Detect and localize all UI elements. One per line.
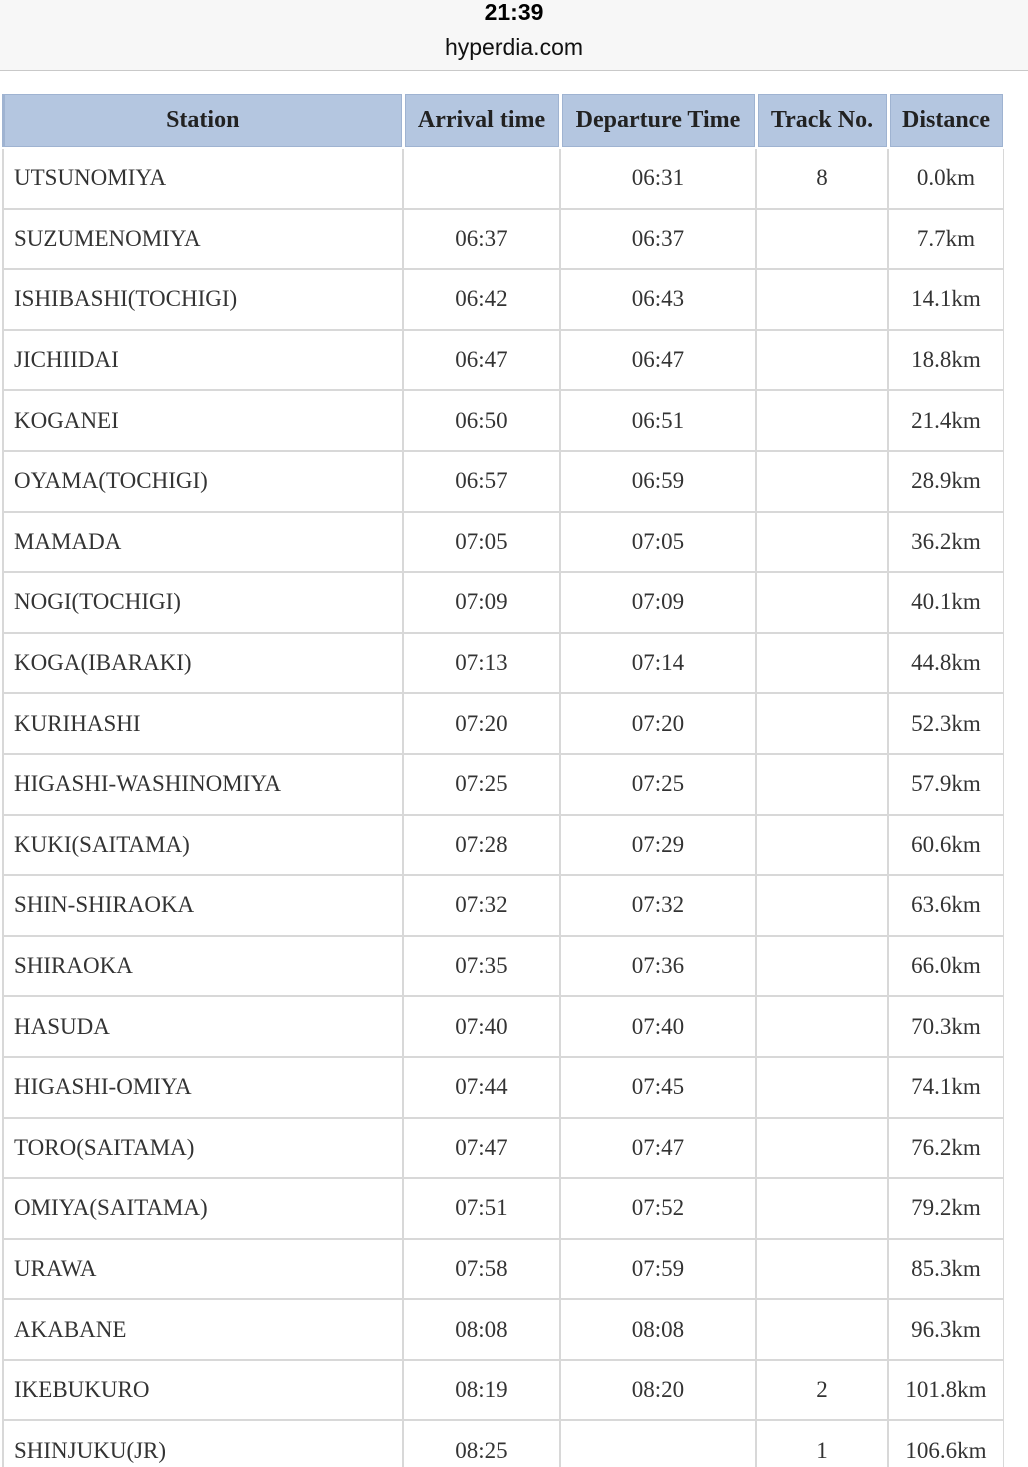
distance-cell: 85.3km: [888, 1239, 1004, 1300]
departure-time-cell: 07:32: [560, 875, 756, 936]
table-row: [3, 148, 1004, 209]
station-cell: SHIRAOKA: [3, 936, 403, 997]
status-clock: 21:39: [484, 0, 544, 25]
station-cell: IKEBUKURO: [3, 1360, 403, 1421]
arrival-time-cell: 08:19: [403, 1360, 560, 1421]
table-header-row: [3, 93, 1004, 148]
arrival-time-cell: 07:25: [403, 754, 560, 815]
arrival-time-cell: 06:57: [403, 451, 560, 512]
track-no-cell: [756, 633, 888, 694]
arrival-time-cell: 07:09: [403, 572, 560, 633]
station-cell: OMIYA(SAITAMA): [3, 1178, 403, 1239]
distance-cell: 66.0km: [888, 936, 1004, 997]
table-row: [3, 451, 1004, 512]
station-cell: SUZUMENOMIYA: [3, 209, 403, 270]
distance-cell: 101.8km: [888, 1360, 1004, 1421]
track-no-cell: 2: [756, 1360, 888, 1421]
timetable-container: [2, 92, 1004, 1467]
distance-cell: 57.9km: [888, 754, 1004, 815]
track-no-cell: [756, 269, 888, 330]
station-cell: JICHIIDAI: [3, 330, 403, 391]
station-cell: KUKI(SAITAMA): [3, 815, 403, 876]
track-no-cell: [756, 815, 888, 876]
timetable-body: [3, 148, 1004, 1467]
track-no-cell: [756, 209, 888, 270]
header-track-no: Track No.: [756, 93, 888, 148]
table-row: [3, 996, 1004, 1057]
track-no-cell: [756, 996, 888, 1057]
arrival-time-cell: 07:20: [403, 693, 560, 754]
table-row: [3, 875, 1004, 936]
departure-time-cell: 08:20: [560, 1360, 756, 1421]
track-no-cell: [756, 572, 888, 633]
table-row: [3, 1299, 1004, 1360]
departure-time-cell: 07:05: [560, 512, 756, 573]
track-no-cell: [756, 936, 888, 997]
arrival-time-cell: 07:35: [403, 936, 560, 997]
track-no-cell: [756, 754, 888, 815]
distance-cell: 96.3km: [888, 1299, 1004, 1360]
track-no-cell: [756, 330, 888, 391]
distance-cell: 14.1km: [888, 269, 1004, 330]
header-departure-time: Departure Time: [560, 93, 756, 148]
track-no-cell: [756, 1239, 888, 1300]
track-no-cell: 8: [756, 148, 888, 209]
station-cell: URAWA: [3, 1239, 403, 1300]
distance-cell: 21.4km: [888, 390, 1004, 451]
departure-time-cell: 07:29: [560, 815, 756, 876]
header-distance: Distance: [888, 93, 1004, 148]
station-cell: HIGASHI-WASHINOMIYA: [3, 754, 403, 815]
distance-cell: 79.2km: [888, 1178, 1004, 1239]
arrival-time-cell: 07:32: [403, 875, 560, 936]
table-row: [3, 633, 1004, 694]
departure-time-cell: 07:09: [560, 572, 756, 633]
station-cell: MAMADA: [3, 512, 403, 573]
departure-time-cell: 07:25: [560, 754, 756, 815]
table-row: [3, 1239, 1004, 1300]
table-row: [3, 390, 1004, 451]
departure-time-cell: [560, 1420, 756, 1467]
distance-cell: 18.8km: [888, 330, 1004, 391]
table-row: [3, 209, 1004, 270]
arrival-time-cell: 07:13: [403, 633, 560, 694]
station-cell: SHIN-SHIRAOKA: [3, 875, 403, 936]
departure-time-cell: 06:37: [560, 209, 756, 270]
arrival-time-cell: 08:08: [403, 1299, 560, 1360]
table-row: [3, 1178, 1004, 1239]
track-no-cell: [756, 1118, 888, 1179]
departure-time-cell: 08:08: [560, 1299, 756, 1360]
station-cell: UTSUNOMIYA: [3, 148, 403, 209]
track-no-cell: [756, 693, 888, 754]
departure-time-cell: 07:45: [560, 1057, 756, 1118]
distance-cell: 40.1km: [888, 572, 1004, 633]
track-no-cell: [756, 1178, 888, 1239]
track-no-cell: [756, 875, 888, 936]
arrival-time-cell: 06:47: [403, 330, 560, 391]
arrival-time-cell: 06:37: [403, 209, 560, 270]
track-no-cell: [756, 512, 888, 573]
track-no-cell: [756, 451, 888, 512]
arrival-time-cell: 07:28: [403, 815, 560, 876]
distance-cell: 28.9km: [888, 451, 1004, 512]
station-cell: HASUDA: [3, 996, 403, 1057]
departure-time-cell: 07:59: [560, 1239, 756, 1300]
distance-cell: 44.8km: [888, 633, 1004, 694]
departure-time-cell: 07:14: [560, 633, 756, 694]
departure-time-cell: 07:20: [560, 693, 756, 754]
departure-time-cell: 07:40: [560, 996, 756, 1057]
table-row: [3, 512, 1004, 573]
departure-time-cell: 07:36: [560, 936, 756, 997]
address-bar-url[interactable]: hyperdia.com: [444, 34, 584, 60]
arrival-time-cell: [403, 148, 560, 209]
arrival-time-cell: 07:47: [403, 1118, 560, 1179]
distance-cell: 36.2km: [888, 512, 1004, 573]
station-cell: HIGASHI-OMIYA: [3, 1057, 403, 1118]
distance-cell: 0.0km: [888, 148, 1004, 209]
arrival-time-cell: 07:44: [403, 1057, 560, 1118]
timetable: [2, 92, 1004, 1467]
departure-time-cell: 07:52: [560, 1178, 756, 1239]
departure-time-cell: 06:47: [560, 330, 756, 391]
table-row: [3, 330, 1004, 391]
table-row: [3, 1420, 1004, 1467]
departure-time-cell: 06:59: [560, 451, 756, 512]
arrival-time-cell: 07:51: [403, 1178, 560, 1239]
distance-cell: 7.7km: [888, 209, 1004, 270]
departure-time-cell: 07:47: [560, 1118, 756, 1179]
arrival-time-cell: 06:50: [403, 390, 560, 451]
departure-time-cell: 06:31: [560, 148, 756, 209]
distance-cell: 63.6km: [888, 875, 1004, 936]
table-row: [3, 269, 1004, 330]
departure-time-cell: 06:51: [560, 390, 756, 451]
arrival-time-cell: 08:25: [403, 1420, 560, 1467]
track-no-cell: 1: [756, 1420, 888, 1467]
arrival-time-cell: 07:05: [403, 512, 560, 573]
station-cell: AKABANE: [3, 1299, 403, 1360]
station-cell: SHINJUKU(JR): [3, 1420, 403, 1467]
station-cell: OYAMA(TOCHIGI): [3, 451, 403, 512]
station-cell: TORO(SAITAMA): [3, 1118, 403, 1179]
table-row: [3, 936, 1004, 997]
arrival-time-cell: 06:42: [403, 269, 560, 330]
browser-status-bar: [0, 0, 1028, 71]
header-arrival-time: Arrival time: [403, 93, 560, 148]
station-cell: KOGA(IBARAKI): [3, 633, 403, 694]
track-no-cell: [756, 1057, 888, 1118]
departure-time-cell: 06:43: [560, 269, 756, 330]
distance-cell: 76.2km: [888, 1118, 1004, 1179]
station-cell: KOGANEI: [3, 390, 403, 451]
table-row: [3, 1118, 1004, 1179]
table-row: [3, 572, 1004, 633]
header-station: Station: [3, 93, 403, 148]
station-cell: NOGI(TOCHIGI): [3, 572, 403, 633]
arrival-time-cell: 07:58: [403, 1239, 560, 1300]
track-no-cell: [756, 390, 888, 451]
distance-cell: 52.3km: [888, 693, 1004, 754]
distance-cell: 60.6km: [888, 815, 1004, 876]
table-row: [3, 1057, 1004, 1118]
station-cell: ISHIBASHI(TOCHIGI): [3, 269, 403, 330]
table-row: [3, 693, 1004, 754]
table-row: [3, 754, 1004, 815]
distance-cell: 74.1km: [888, 1057, 1004, 1118]
table-row: [3, 1360, 1004, 1421]
table-row: [3, 815, 1004, 876]
station-cell: KURIHASHI: [3, 693, 403, 754]
track-no-cell: [756, 1299, 888, 1360]
arrival-time-cell: 07:40: [403, 996, 560, 1057]
distance-cell: 106.6km: [888, 1420, 1004, 1467]
distance-cell: 70.3km: [888, 996, 1004, 1057]
